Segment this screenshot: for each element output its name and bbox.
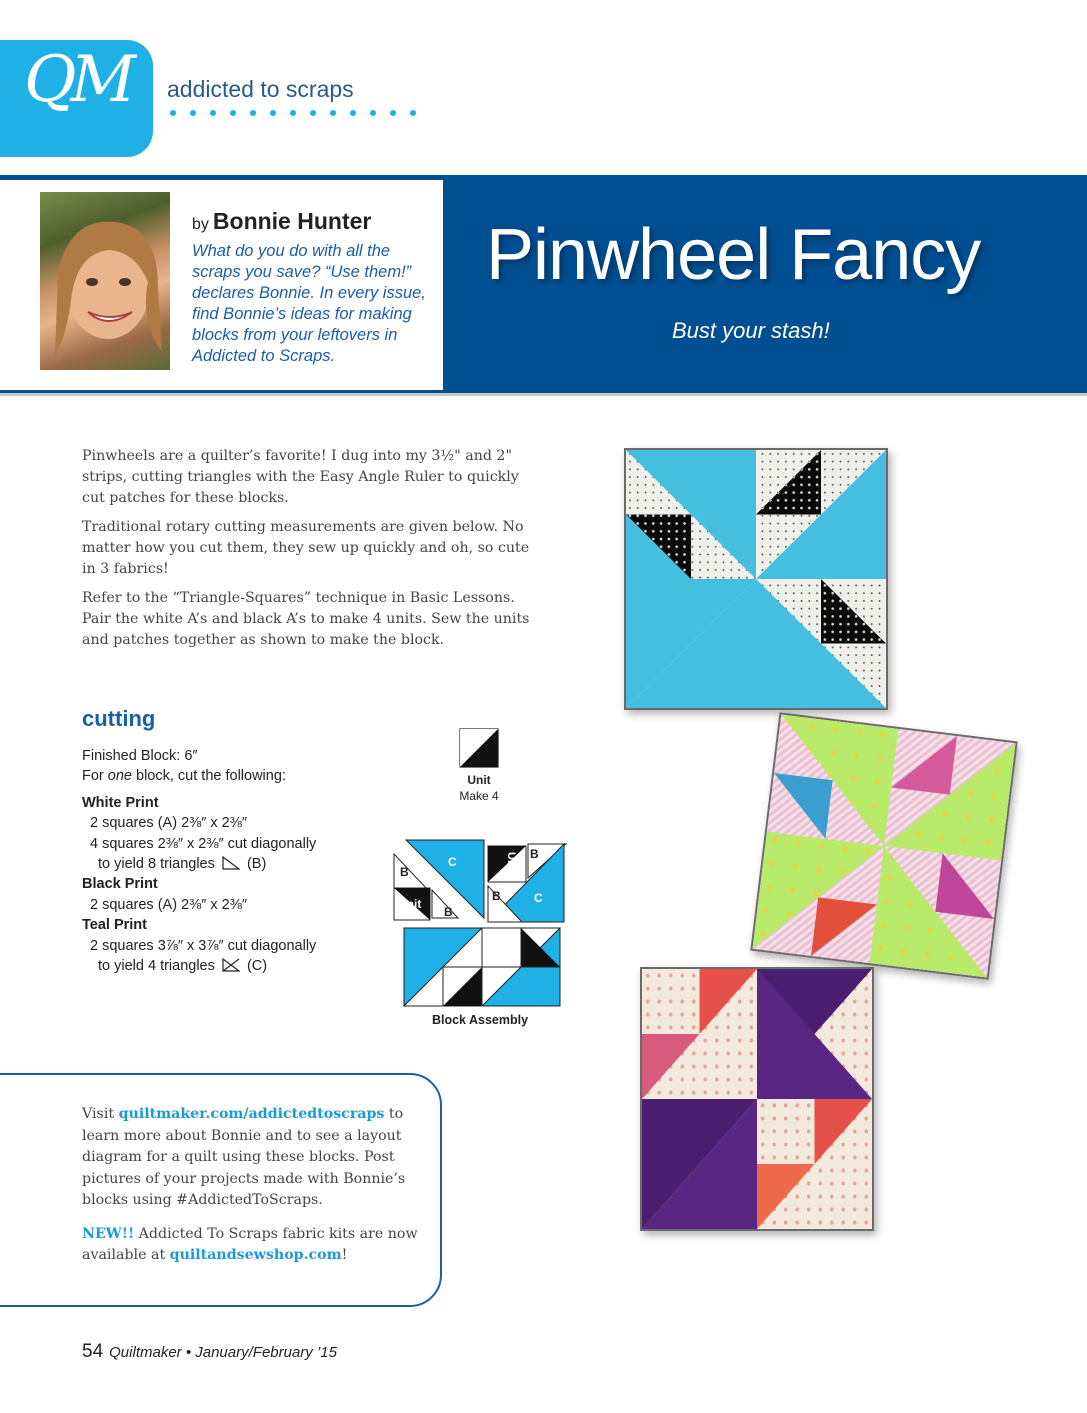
page-number: 54 [82,1341,104,1362]
qm-logo: QM [24,43,130,117]
series-dots [170,110,416,116]
quilt-block-photo-purple [640,967,874,1231]
cutting-heading: cutting [82,706,156,731]
label-b: B [492,889,501,903]
label-b: B [444,905,453,919]
cut-line: 2 squares (A) 2⅜″ x 2⅜″ [90,896,247,913]
triangle-c-icon [222,958,240,972]
cutting-list [82,746,316,976]
page-footer [82,1341,337,1363]
paragraph: Traditional rotary cutting measurements are given below. No matter how you cut them, they sew up quickly and oh, so cute in 3 fabrics! [82,519,530,577]
article-title: Pinwheel Fancy [486,215,981,295]
byline: by Bonnie Hunter [192,208,372,234]
teal-print-heading: Teal Print [82,917,147,934]
for-one-line: For one block, cut the following: [82,768,286,785]
assembly-caption: Block Assembly [431,1013,529,1027]
white-print-heading: White Print [82,794,159,811]
new-badge: NEW!! [82,1225,135,1242]
cut-line: 2 squares (A) 2⅜″ x 2⅜″ [90,815,247,832]
cut-line: to yield 4 triangles (C) [98,958,268,975]
block-assembly-diagram [388,838,568,1010]
quilt-block-photo-green [750,712,1017,979]
cut-line: 2 squares 3⅞″ x 3⅞″ cut diagonally [90,937,317,954]
author-portrait-image [40,192,170,370]
magazine-issue: Quiltmaker • January/February ’15 [109,1344,337,1361]
article-body [82,446,532,659]
author-intro: What do you do with all the scraps you save? “Use them!” declares Bonnie. In every issue, find Bonnie’s ideas for making blocks from your leftovers in Addicted to Scraps. [192,242,426,365]
author-photo [40,192,170,370]
exploded-top-right [488,844,566,922]
cut-line: 4 squares 2⅜″ x 2⅜″ cut diagonally [90,835,317,852]
callout-text: Visit quiltmaker.com/addictedtoscraps to learn more about Bonnie and to see a layout diagram for a quilt using these blocks. Post pictures of your projects made with Bonnie’s blocks using #AddictedToScraps. NEW!! Addicted To Scraps fabric kits are now available at quiltandsewshop.com! [82,1106,418,1263]
series-title: addicted to scraps [167,76,354,102]
label-b: B [400,865,409,879]
label-c: C [448,855,457,869]
unit-caption: Unit Make 4 [459,773,499,803]
paragraph: Pinwheels are a quilter’s favorite! I dug into my 3½" and 2" strips, cutting triangles with the Easy Angle Ruler to quickly cut patches for these blocks. [82,448,519,506]
quilt-block-photo-teal [624,448,888,710]
article-subtitle: Bust your stash! [672,318,830,343]
paragraph: Refer to the “Triangle-Squares” technique in Basic Lessons. Pair the white A’s and black A’s to make 4 units. Sew the units and patches together as shown to make the block. [82,590,530,648]
divider [0,393,1087,396]
cut-line: to yield 8 triangles (B) [98,856,267,873]
triangle-b-icon [222,856,240,870]
label-unit: Unit [505,852,517,874]
bottom-block [404,928,560,1006]
black-print-heading: Black Print [82,876,158,893]
label-c: C [534,891,543,905]
quiltmaker-link[interactable]: quiltmaker.com/addictedtoscraps [118,1106,385,1122]
finished-size: Finished Block: 6″ [82,748,198,764]
label-b: B [530,847,539,861]
label-unit: Unit [398,897,422,911]
unit-diagram [459,728,499,768]
shop-link[interactable]: quiltandsewshop.com [169,1247,342,1263]
